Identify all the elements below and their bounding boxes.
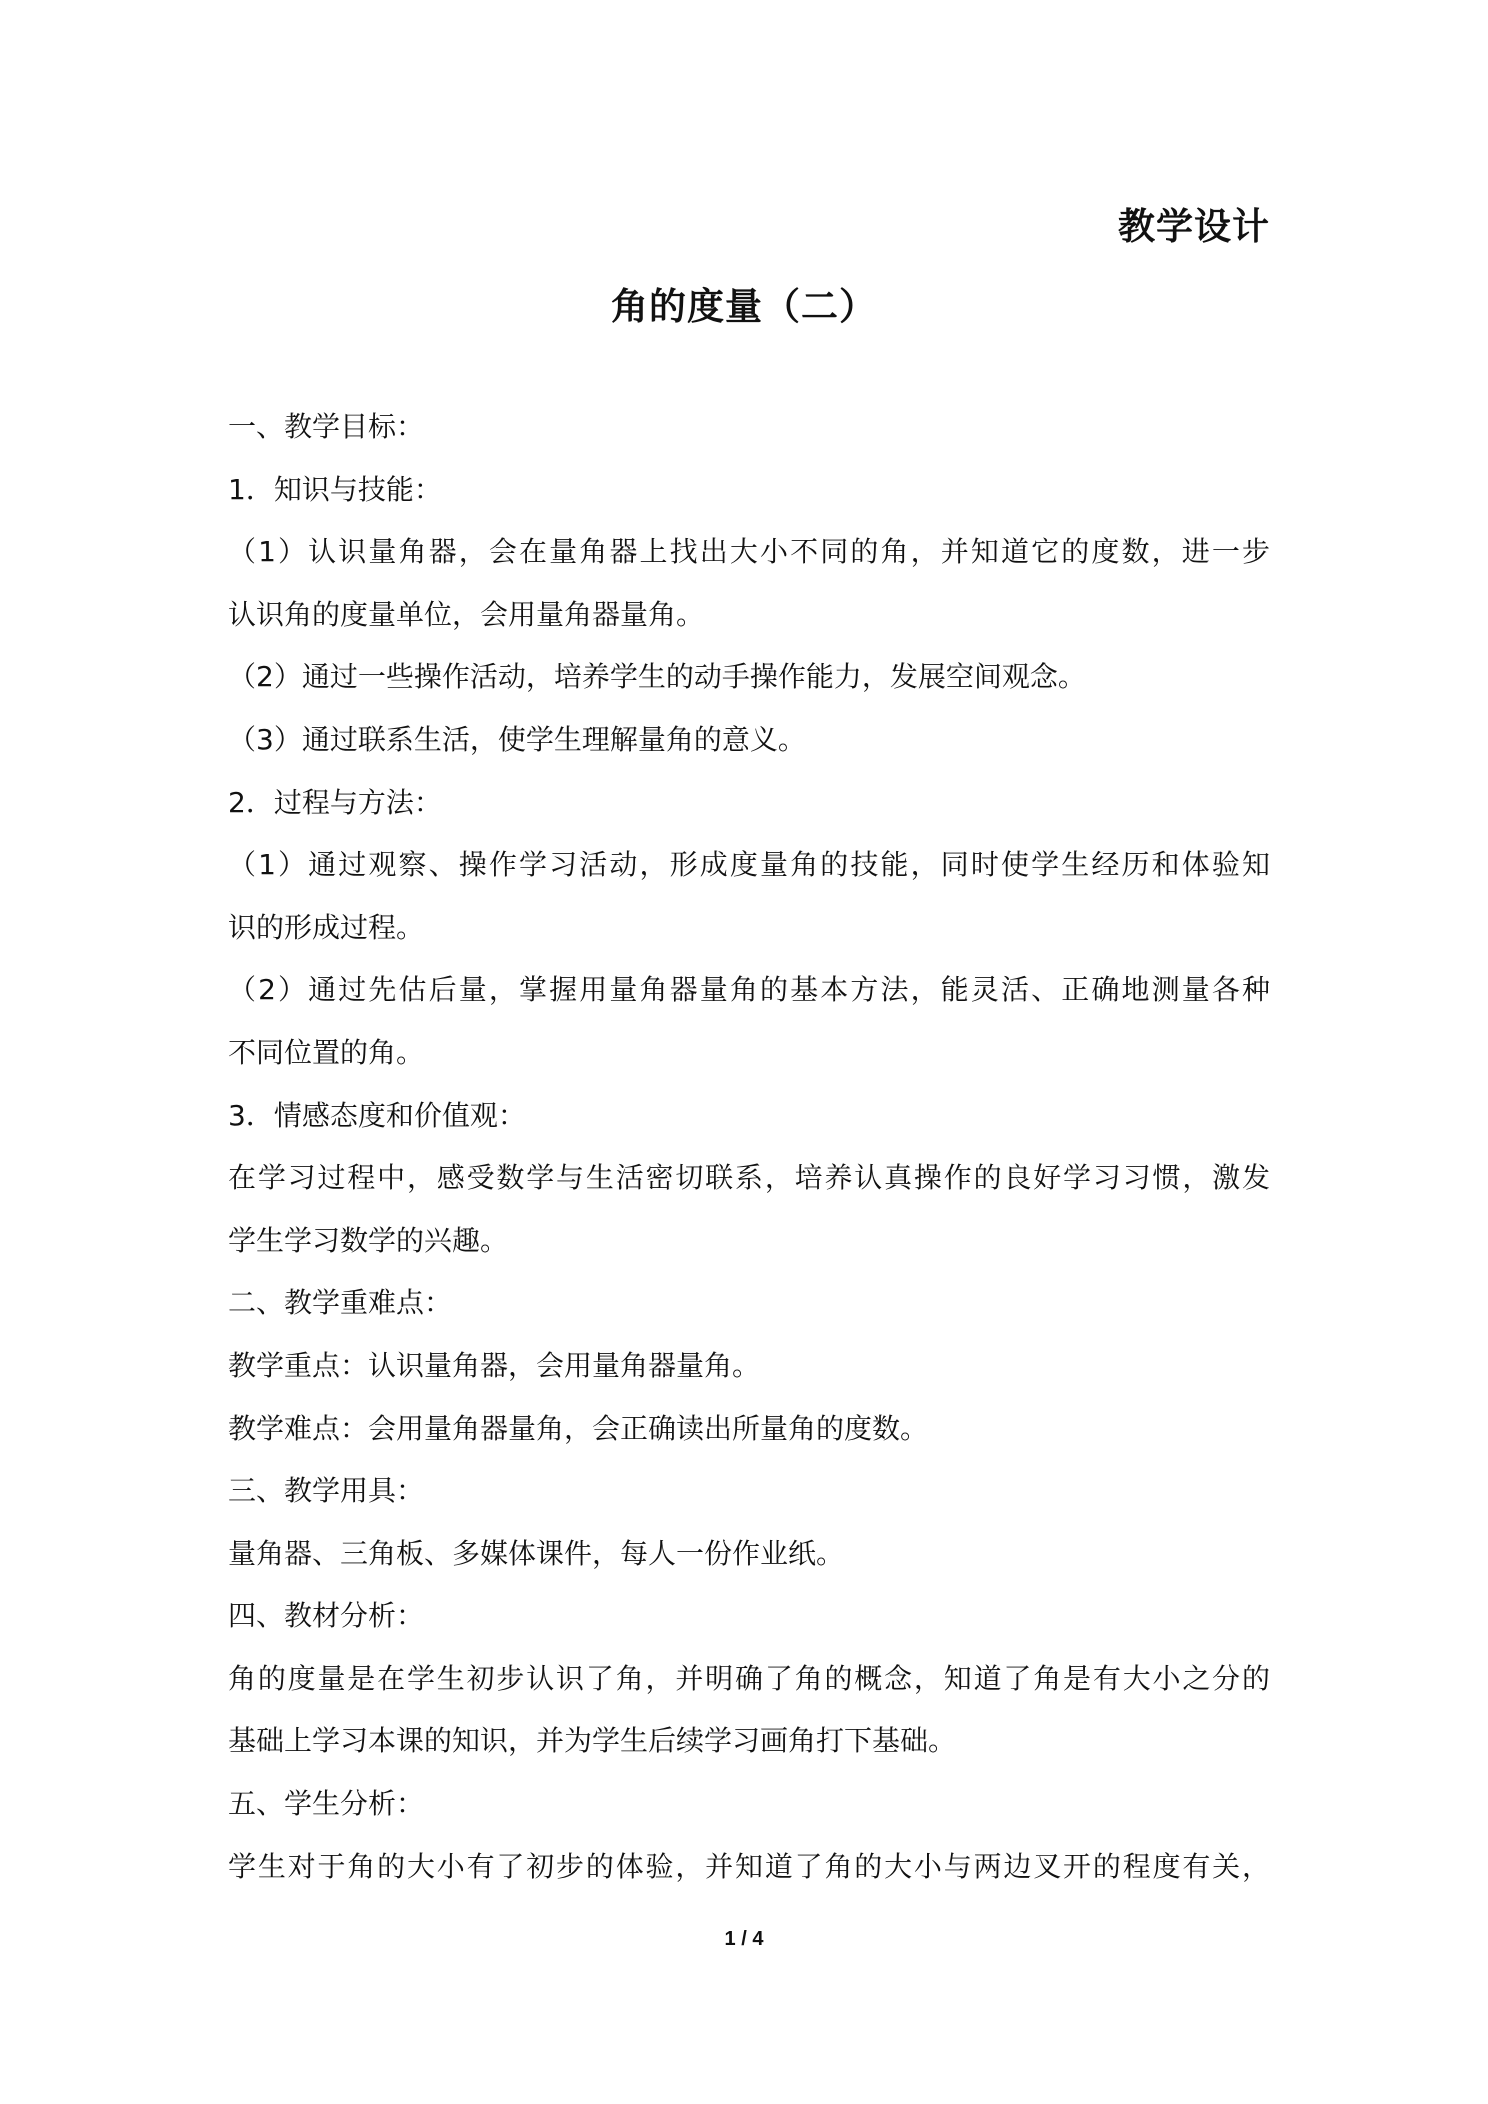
paragraph-line: 基础上学习本课的知识，并为学生后续学习画角打下基础。 xyxy=(228,1724,957,1758)
paragraph-line: 在学习过程中，感受数学与生活密切联系，培养认真操作的良好学习习惯，激发 xyxy=(228,1161,1270,1195)
section-heading-material-analysis: 四、教材分析： xyxy=(228,1599,425,1633)
section-heading-teaching-tools: 三、教学用具： xyxy=(228,1474,425,1508)
paragraph-line: （1）通过观察、操作学习活动，形成度量角的技能，同时使学生经历和体验知 xyxy=(228,848,1270,882)
subheading-knowledge-skills: 1．知识与技能： xyxy=(228,472,442,506)
paragraph-line: （1）认识量角器，会在量角器上找出大小不同的角，并知道它的度数，进一步 xyxy=(228,535,1270,569)
section-heading-objectives: 一、教学目标： xyxy=(228,410,425,443)
paragraph-line: 识的形成过程。 xyxy=(228,910,425,944)
page-title: 角的度量（二） xyxy=(611,285,877,328)
paragraph-line: 不同位置的角。 xyxy=(228,1035,425,1069)
page-number: 1 / 4 xyxy=(724,1928,764,1950)
paragraph-line: 教学重点：认识量角器，会用量角器量角。 xyxy=(228,1348,761,1382)
subheading-attitude-values: 3．情感态度和价值观： xyxy=(228,1098,526,1132)
paragraph-line: 学生对于角的大小有了初步的体验，并知道了角的大小与两边叉开的程度有关， xyxy=(228,1849,1270,1883)
section-heading-student-analysis: 五、学生分析： xyxy=(228,1787,425,1821)
paragraph-line: 学生学习数学的兴趣。 xyxy=(228,1223,509,1257)
paragraph-line: 角的度量是在学生初步认识了角，并明确了角的概念，知道了角是有大小之分的 xyxy=(228,1661,1270,1695)
section-heading-key-points: 二、教学重难点： xyxy=(228,1286,453,1320)
subheading-process-method: 2．过程与方法： xyxy=(228,785,442,819)
paragraph-line: （2）通过一些操作活动，培养学生的动手操作能力，发展空间观念。 xyxy=(228,660,1086,694)
paragraph-line: 教学难点：会用量角器量角，会正确读出所量角的度数。 xyxy=(228,1411,929,1445)
paragraph-line: （3）通过联系生活，使学生理解量角的意义。 xyxy=(228,722,806,756)
paragraph-line: 认识角的度量单位，会用量角器量角。 xyxy=(228,597,705,631)
document-type-heading: 教学设计 xyxy=(1118,205,1270,248)
paragraph-line: 量角器、三角板、多媒体课件，每人一份作业纸。 xyxy=(228,1536,845,1570)
paragraph-line: （2）通过先估后量，掌握用量角器量角的基本方法，能灵活、正确地测量各种 xyxy=(228,973,1270,1007)
document-body xyxy=(228,396,1270,1898)
